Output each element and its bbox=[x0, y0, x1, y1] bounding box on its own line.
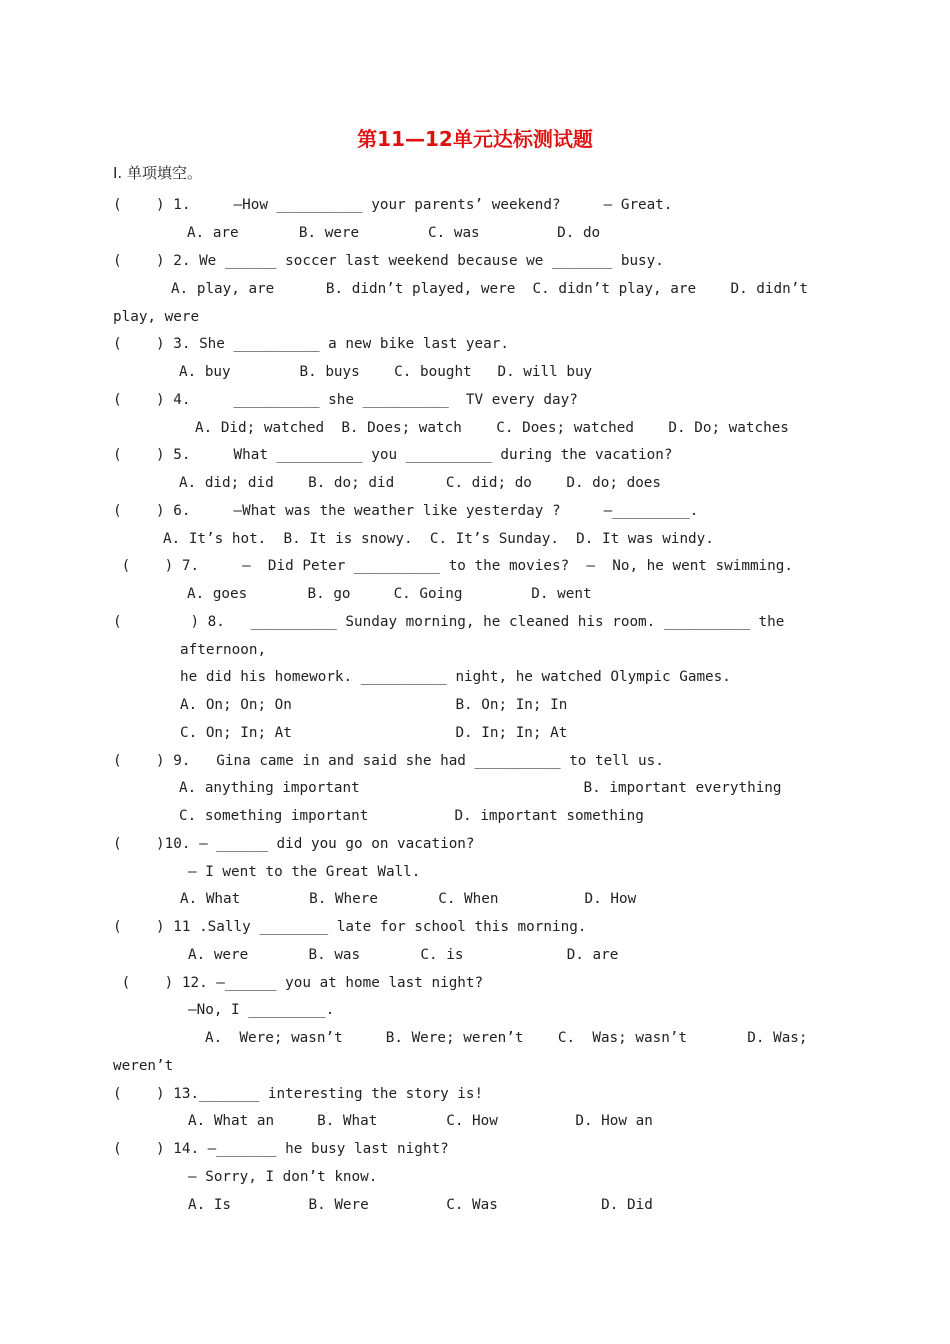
question-10: ( )10. — ______ did you go on vacation? bbox=[113, 836, 475, 852]
options-9-row-1: A. anything important B. important everything bbox=[179, 780, 782, 796]
options-8-row-2: C. On; In; At D. In; In; At bbox=[180, 725, 568, 741]
options-11: A. were B. was C. is D. are bbox=[188, 947, 619, 963]
options-1: A. are B. were C. was D. do bbox=[187, 225, 601, 241]
answer-14: — Sorry, I don’t know. bbox=[188, 1169, 378, 1185]
question-1: ( ) 1. —How __________ your parents’ weekend? — Great. bbox=[113, 197, 673, 213]
question-8-cont-2: he did his homework. __________ night, he watched Olympic Games. bbox=[180, 669, 731, 685]
question-8: ( ) 8. __________ Sunday morning, he cleaned his room. __________ the bbox=[113, 614, 785, 630]
options-8-row-1: A. On; On; On B. On; In; In bbox=[180, 697, 568, 713]
question-12: ( ) 12. —______ you at home last night? bbox=[113, 975, 484, 991]
options-10: A. What B. Where C. When D. How bbox=[180, 891, 637, 907]
question-13: ( ) 13._______ interesting the story is! bbox=[113, 1086, 484, 1102]
question-4: ( ) 4. __________ she __________ TV every day? bbox=[113, 392, 578, 408]
question-7: ( ) 7. — Did Peter __________ to the movies? — No, he went swimming. bbox=[113, 558, 793, 574]
options-4: A. Did; watched B. Does; watch C. Does; watched D. Do; watches bbox=[195, 420, 789, 436]
answer-10: — I went to the Great Wall. bbox=[188, 864, 421, 880]
question-6: ( ) 6. —What was the weather like yesterday ? —_________. bbox=[113, 503, 699, 519]
question-2: ( ) 2. We ______ soccer last weekend because we _______ busy. bbox=[113, 253, 664, 269]
question-8-cont: afternoon, bbox=[180, 642, 267, 658]
options-2: A. play, are B. didn’t played, were C. didn’t play, are D. didn’t bbox=[171, 281, 808, 297]
options-3: A. buy B. buys C. bought D. will buy bbox=[179, 364, 593, 380]
options-5: A. did; did B. do; did C. did; do D. do; does bbox=[179, 475, 662, 491]
question-3: ( ) 3. She __________ a new bike last year. bbox=[113, 336, 509, 352]
question-14: ( ) 14. —_______ he busy last night? bbox=[113, 1141, 449, 1157]
options-9-row-2: C. something important D. important something bbox=[179, 808, 644, 824]
options-14: A. Is B. Were C. Was D. Did bbox=[188, 1197, 653, 1213]
question-11: ( ) 11 .Sally ________ late for school this morning. bbox=[113, 919, 587, 935]
options-6: A. It’s hot. B. It is snowy. C. It’s Sunday. D. It was windy. bbox=[163, 531, 714, 547]
answer-12: —No, I _________. bbox=[188, 1002, 335, 1018]
options-13: A. What an B. What C. How D. How an bbox=[188, 1113, 653, 1129]
options-7: A. goes B. go C. Going D. went bbox=[187, 586, 592, 602]
page-title: 第11—12单元达标测试题 bbox=[357, 127, 593, 151]
options-12: A. Were; wasn’t B. Were; weren’t C. Was; wasn’t D. Was; bbox=[205, 1030, 808, 1046]
section-heading: I. 单项填空。 bbox=[113, 164, 202, 182]
options-2-cont: play, were bbox=[113, 309, 200, 325]
question-9: ( ) 9. Gina came in and said she had __________ to tell us. bbox=[113, 753, 664, 769]
options-12-cont: weren’t bbox=[113, 1058, 174, 1074]
question-5: ( ) 5. What __________ you __________ during the vacation? bbox=[113, 447, 673, 463]
